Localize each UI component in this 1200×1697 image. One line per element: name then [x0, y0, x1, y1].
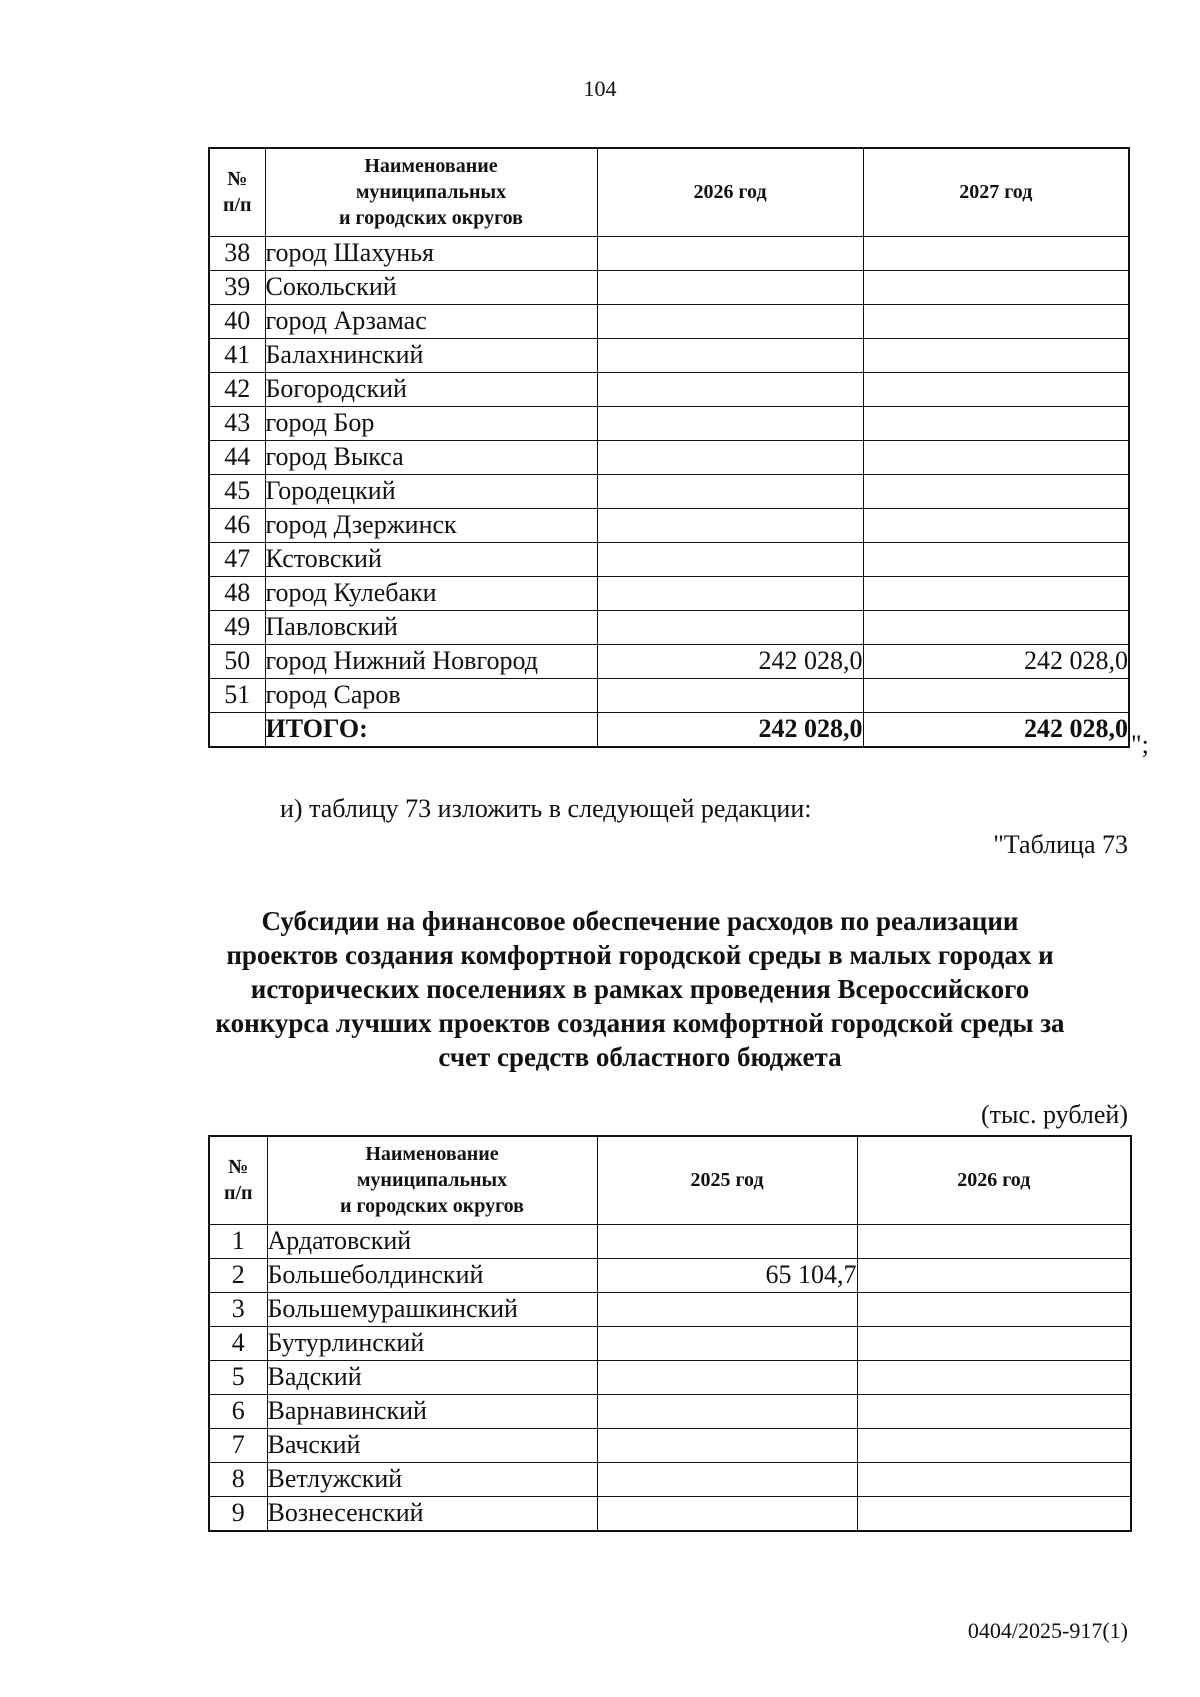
header-name: Наименование муниципальных и городских округов — [265, 148, 597, 236]
row-number: 38 — [209, 236, 265, 270]
municipality-name: город Дзержинск — [265, 508, 597, 542]
total-year-2: 242 028,0 — [863, 712, 1129, 747]
row-number: 50 — [209, 644, 265, 678]
value-year-1 — [597, 304, 863, 338]
table-row — [209, 474, 1129, 508]
municipality-name: город Бор — [265, 406, 597, 440]
municipality-name: город Арзамас — [265, 304, 597, 338]
subsidy-table-continued — [208, 147, 1130, 748]
row-number: 48 — [209, 576, 265, 610]
municipality-name: Вачский — [267, 1428, 597, 1462]
value-year-1 — [597, 1394, 857, 1428]
row-number: 39 — [209, 270, 265, 304]
value-year-1 — [597, 270, 863, 304]
value-year-2 — [857, 1496, 1131, 1531]
value-year-2 — [857, 1394, 1131, 1428]
row-number: 44 — [209, 440, 265, 474]
value-year-2 — [863, 576, 1129, 610]
municipality-name: город Кулебаки — [265, 576, 597, 610]
table-row — [209, 1394, 1131, 1428]
total-empty-cell — [209, 712, 265, 747]
table-label: "Таблица 73 — [993, 830, 1128, 859]
value-year-2 — [863, 508, 1129, 542]
table-row — [209, 1258, 1131, 1292]
value-year-2 — [857, 1292, 1131, 1326]
row-number: 7 — [209, 1428, 267, 1462]
value-year-2 — [863, 474, 1129, 508]
value-year-2 — [863, 270, 1129, 304]
table-row — [209, 508, 1129, 542]
value-year-2 — [863, 372, 1129, 406]
table-row — [209, 1360, 1131, 1394]
value-year-1 — [597, 1496, 857, 1531]
value-year-2 — [857, 1462, 1131, 1496]
value-year-2 — [857, 1360, 1131, 1394]
municipality-name: город Нижний Новгород — [265, 644, 597, 678]
value-year-1 — [597, 508, 863, 542]
title-line: счет средств областного бюджета — [438, 1042, 842, 1072]
municipality-name: город Шахунья — [265, 236, 597, 270]
value-year-2 — [857, 1326, 1131, 1360]
row-number: 42 — [209, 372, 265, 406]
row-number: 45 — [209, 474, 265, 508]
value-year-2 — [863, 610, 1129, 644]
value-year-1 — [597, 1326, 857, 1360]
subsidy-table-73 — [208, 1135, 1132, 1532]
row-number: 49 — [209, 610, 265, 644]
municipality-name: Вадский — [267, 1360, 597, 1394]
value-year-1: 242 028,0 — [597, 644, 863, 678]
municipality-name: Кстовский — [265, 542, 597, 576]
value-year-1 — [597, 610, 863, 644]
header-name: Наименование муниципальных и городских округов — [267, 1136, 597, 1224]
row-number: 5 — [209, 1360, 267, 1394]
instruction-text: и) таблицу 73 изложить в следующей редакции: — [280, 794, 812, 823]
value-year-1 — [597, 338, 863, 372]
title-line: конкурса лучших проектов создания комфортной городской среды за — [215, 1008, 1065, 1038]
row-number: 51 — [209, 678, 265, 712]
value-year-2 — [857, 1224, 1131, 1258]
table-row — [209, 372, 1129, 406]
municipality-name: Варнавинский — [267, 1394, 597, 1428]
value-year-1 — [597, 406, 863, 440]
row-number: 46 — [209, 508, 265, 542]
table-row — [209, 1462, 1131, 1496]
table-row — [209, 440, 1129, 474]
table-row — [209, 1224, 1131, 1258]
document-code: 0404/2025-917(1) — [967, 1618, 1128, 1643]
value-year-2 — [863, 406, 1129, 440]
value-year-1 — [597, 1360, 857, 1394]
municipality-name: Павловский — [265, 610, 597, 644]
municipality-name: Большемурашкинский — [267, 1292, 597, 1326]
value-year-1: 65 104,7 — [597, 1258, 857, 1292]
value-year-2 — [863, 440, 1129, 474]
value-year-2: 242 028,0 — [863, 644, 1129, 678]
row-number: 43 — [209, 406, 265, 440]
value-year-1 — [597, 1292, 857, 1326]
row-number: 9 — [209, 1496, 267, 1531]
municipality-name: город Выкса — [265, 440, 597, 474]
header-year-2: 2026 год — [857, 1136, 1131, 1224]
table-row — [209, 236, 1129, 270]
row-number: 4 — [209, 1326, 267, 1360]
value-year-2 — [857, 1428, 1131, 1462]
units-label: (тыс. рублей) — [980, 1100, 1128, 1129]
municipality-name: Городецкий — [265, 474, 597, 508]
title-line: исторических поселениях в рамках проведения Всероссийского — [250, 974, 1030, 1004]
value-year-2 — [863, 678, 1129, 712]
closing-quote: "; — [1131, 730, 1149, 759]
table-row — [209, 678, 1129, 712]
value-year-1 — [597, 1224, 857, 1258]
header-num: № п/п — [209, 148, 265, 236]
municipality-name: Бутурлинский — [267, 1326, 597, 1360]
table-row — [209, 1292, 1131, 1326]
municipality-name: город Саров — [265, 678, 597, 712]
title-line: проектов создания комфортной городской среды в малых городах и — [226, 940, 1054, 970]
value-year-1 — [597, 440, 863, 474]
row-number: 8 — [209, 1462, 267, 1496]
table-row — [209, 542, 1129, 576]
municipality-name: Ветлужский — [267, 1462, 597, 1496]
value-year-1 — [597, 576, 863, 610]
total-label: ИТОГО: — [265, 712, 597, 747]
municipality-name: Богородский — [265, 372, 597, 406]
header-num: № п/п — [209, 1136, 267, 1224]
row-number: 40 — [209, 304, 265, 338]
table-row — [209, 406, 1129, 440]
value-year-2 — [863, 236, 1129, 270]
value-year-2 — [863, 338, 1129, 372]
header-year-2: 2027 год — [863, 148, 1129, 236]
row-number: 47 — [209, 542, 265, 576]
row-number: 2 — [209, 1258, 267, 1292]
table-row — [209, 338, 1129, 372]
title-line: Субсидии на финансовое обеспечение расходов по реализации — [261, 906, 1019, 936]
municipality-name: Большеболдинский — [267, 1258, 597, 1292]
municipality-name: Вознесенский — [267, 1496, 597, 1531]
header-year-1: 2026 год — [597, 148, 863, 236]
total-row — [209, 712, 1129, 747]
total-year-1: 242 028,0 — [597, 712, 863, 747]
value-year-2 — [863, 304, 1129, 338]
table-title — [150, 904, 1130, 1074]
table-row — [209, 1428, 1131, 1462]
table-row — [209, 304, 1129, 338]
row-number: 1 — [209, 1224, 267, 1258]
table-row — [209, 644, 1129, 678]
header-year-1: 2025 год — [597, 1136, 857, 1224]
value-year-1 — [597, 474, 863, 508]
table-row — [209, 1326, 1131, 1360]
municipality-name: Ардатовский — [267, 1224, 597, 1258]
value-year-1 — [597, 542, 863, 576]
value-year-1 — [597, 1428, 857, 1462]
value-year-2 — [863, 542, 1129, 576]
table-row — [209, 576, 1129, 610]
value-year-1 — [597, 236, 863, 270]
value-year-1 — [597, 1462, 857, 1496]
value-year-2 — [857, 1258, 1131, 1292]
table-row — [209, 1496, 1131, 1531]
municipality-name: Балахнинский — [265, 338, 597, 372]
value-year-1 — [597, 372, 863, 406]
row-number: 6 — [209, 1394, 267, 1428]
row-number: 3 — [209, 1292, 267, 1326]
municipality-name: Сокольский — [265, 270, 597, 304]
table-row — [209, 610, 1129, 644]
table-row — [209, 270, 1129, 304]
row-number: 41 — [209, 338, 265, 372]
page-number: 104 — [583, 76, 617, 101]
value-year-1 — [597, 678, 863, 712]
